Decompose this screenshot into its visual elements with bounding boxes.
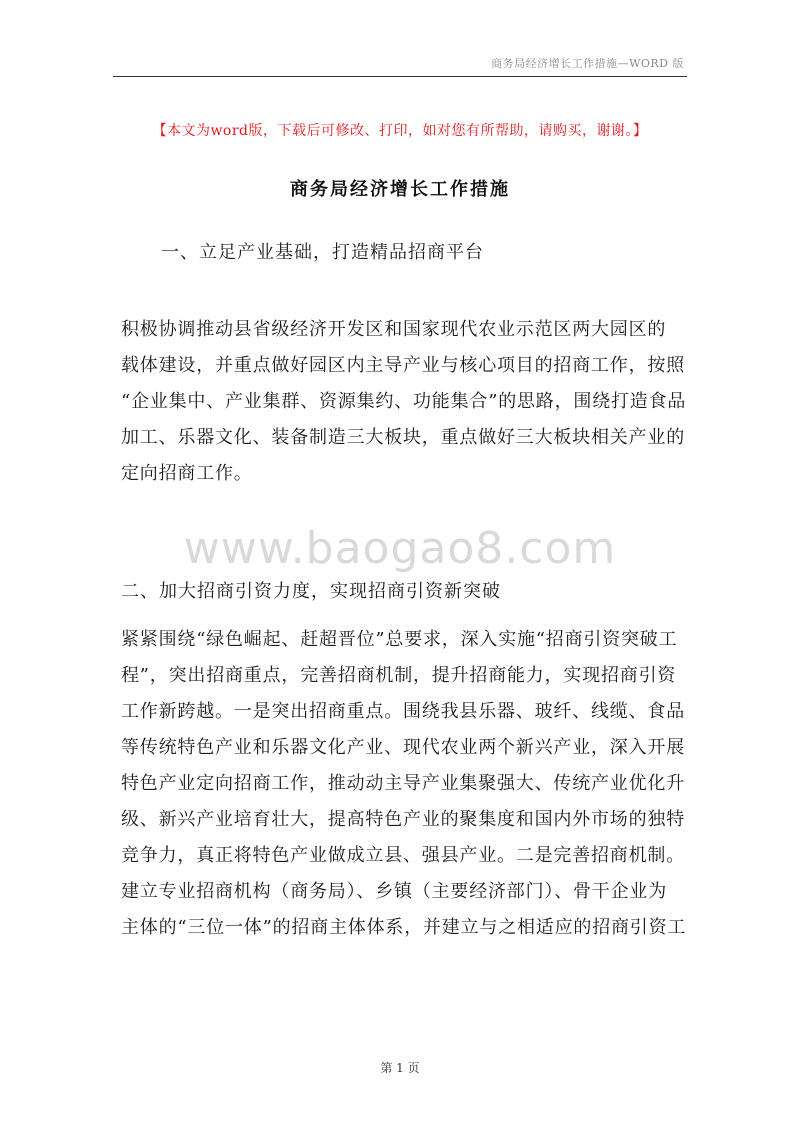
paragraph-line: 程”，突出招商重点，完善招商机制，提升招商能力，实现招商引资 — [121, 665, 677, 686]
paragraph-line: 紧紧围绕“绿色崛起、赶超晋位”总要求，深入实施“招商引资突破工 — [121, 629, 678, 650]
header-divider — [113, 76, 687, 77]
paragraph-line: 主体的“三位一体”的招商主体体系，并建立与之相适应的招商引资工 — [121, 917, 687, 938]
page-number: 第 1 页 — [380, 1061, 420, 1075]
paragraph-line: 积极协调推动县省级经济开发区和国家现代农业示范区两大园区的 — [121, 319, 667, 340]
section-1-paragraph — [121, 312, 701, 492]
paragraph-line: 级、新兴产业培育壮大，提高特色产业的聚集度和国内外市场的独特 — [121, 809, 685, 830]
paragraph-line: “企业集中、产业集群、资源集约、功能集合”的思路，围绕打造食品 — [121, 391, 687, 412]
paragraph-line: 定向招商工作。 — [121, 463, 253, 484]
paragraph-line: 建立专业招商机构（商务局）、乡镇（主要经济部门）、骨干企业为 — [121, 881, 667, 902]
paragraph-line: 工作新跨越。一是突出招商重点。围绕我县乐器、玻纤、线缆、食品 — [121, 701, 685, 722]
document-title: 商务局经济增长工作措施 — [290, 179, 510, 200]
paragraph-line: 等传统特色产业和乐器文化产业、现代农业两个新兴产业，深入开展 — [121, 737, 685, 758]
purchase-notice: 【本文为word版，下载后可修改、打印，如对您有所帮助，请购买，谢谢。】 — [152, 123, 648, 139]
paragraph-line: 竞争力，真正将特色产业做成立县、强县产业。二是完善招商机制。 — [121, 845, 685, 866]
watermark: www.baogao8.com — [183, 523, 617, 574]
paragraph-line: 载体建设，并重点做好园区内主导产业与核心项目的招商工作，按照 — [121, 355, 685, 376]
running-header: 商务局经济增长工作措施—WORD 版 — [491, 57, 684, 70]
section-2-paragraph — [121, 622, 701, 946]
section-1-heading: 一、立足产业基础，打造精品招商平台 — [161, 242, 484, 263]
paragraph-line: 加工、乐器文化、装备制造三大板块，重点做好三大板块相关产业的 — [121, 427, 685, 448]
paragraph-line: 特色产业定向招商工作，推动动主导产业集聚强大、传统产业优化升 — [121, 773, 685, 794]
section-2-heading: 二、加大招商引资力度，实现招商引资新突破 — [121, 581, 501, 602]
